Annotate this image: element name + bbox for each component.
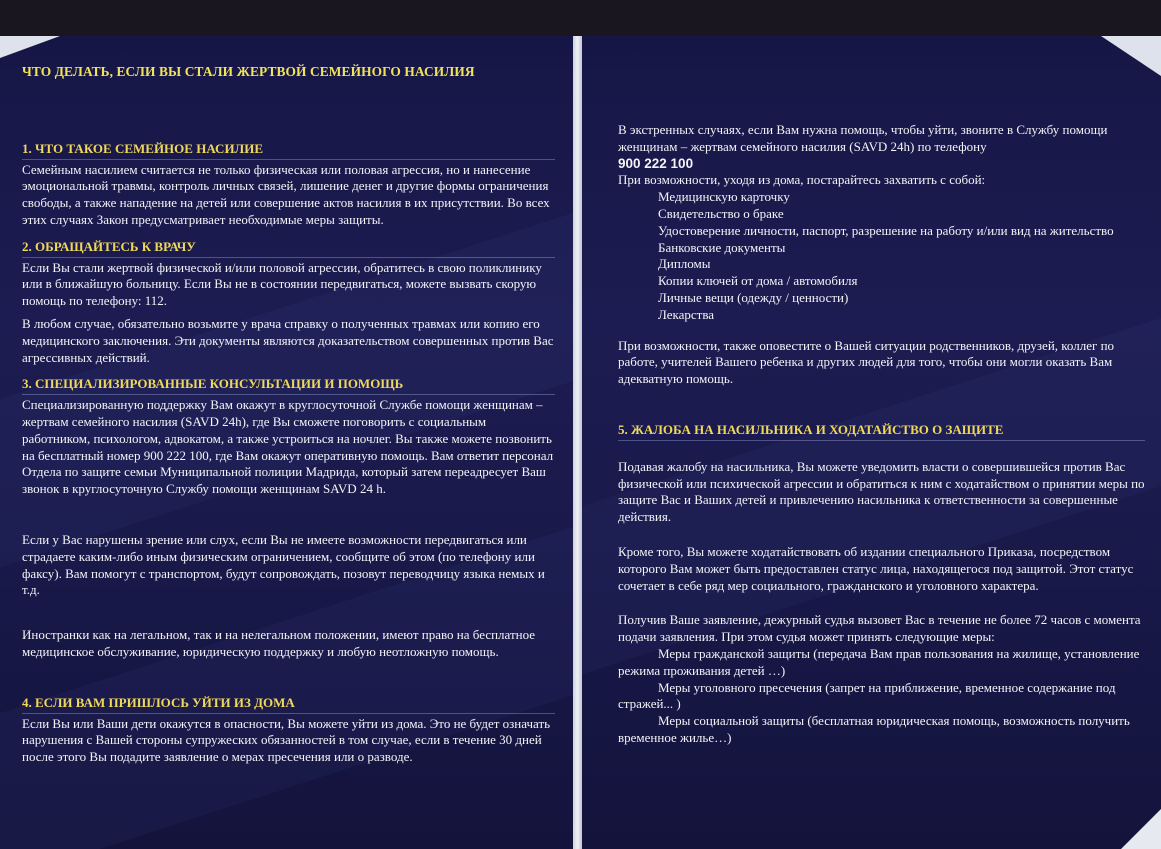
list-item: Свидетельство о браке [658, 205, 784, 221]
section-2-title: 2. ОБРАЩАЙТЕСЬ К ВРАЧУ [22, 239, 555, 258]
take-items-intro: При возможности, уходя из дома, постарайтесь захватить с собой: [618, 172, 986, 188]
section-4-paragraph: Если Вы или Ваши дети окажутся в опасности, Вы можете уйти из дома. Это не будет означать нарушения с Вашей стороны супружеских обязанностей в том случае, если в течение 30 дней после этого Вы подадите заявление о мерах пресечения или о разводе. [22, 715, 551, 765]
section-1-title: 1. ЧТО ТАКОЕ СЕМЕЙНОЕ НАСИЛИЕ [22, 141, 555, 160]
brochure-right-page [582, 36, 1161, 849]
inform-paragraph: При возможности, также оповестите о Вашей ситуации родственников, друзей, коллег по работе, учителей Вашего ребенка и других людей для того, чтобы они могли оказать Вам адекватную помощь. [618, 337, 1115, 387]
scan-top-edge [0, 0, 1161, 36]
section-4-title: 4. ЕСЛИ ВАМ ПРИШЛОСЬ УЙТИ ИЗ ДОМА [22, 695, 555, 714]
section-2-paragraph: Если Вы стали жертвой физической и/или половой агрессии, обратитесь в свою поликлинику или в ближайшую больницу. Если Вы не в состоянии передвигаться, можете вызвать скорую помощь по телефону: 112. [22, 259, 542, 309]
measure-item: Меры уголовного пресечения (запрет на приближение, временное содержание под стражей... ) [618, 679, 1116, 712]
main-title: ЧТО ДЕЛАТЬ, ЕСЛИ ВЫ СТАЛИ ЖЕРТВОЙ СЕМЕЙНОГО НАСИЛИЯ [22, 64, 475, 79]
list-item: Удостоверение личности, паспорт, разрешение на работу и/или вид на жительство [658, 222, 1114, 238]
brochure-spine [573, 36, 582, 849]
measure-item: Меры социальной защиты (бесплатная юридическая помощь, возможность получить временное жилье…) [618, 713, 1130, 745]
page-fold-corner [1121, 809, 1161, 849]
section-2-paragraph: В любом случае, обязательно возьмите у врача справку о полученных травмах или копию его медицинского заключения. Эти документы являются доказательством совершенных против Вас агрессивных действий. [22, 315, 554, 365]
section-5-paragraph: Подавая жалобу на насильника, Вы можете уведомить власти о совершившейся против Вас физической или психической агрессии и обратиться к ним с ходатайством о принятии меры по защите Вас и Ваших детей и привлечению насильника к ответственности за совершенные действия. [618, 458, 1145, 525]
list-item: Лекарства [658, 306, 715, 322]
section-3-paragraph: Иностранки как на легальном, так и на нелегальном положении, имеют право на бесплатное медицинское обслуживание, юридическую поддержку и любую неотложную помощь. [22, 627, 536, 659]
section-5-paragraph: Получив Ваше заявление, дежурный судья вызовет Вас в течение не более 72 часов с момента подачи заявления. При этом судья может принять следующие меры: [618, 612, 1141, 645]
section-1-paragraph: Семейным насилием считается не только физическая или половая агрессия, но и нанесение эмоциональной травмы, контроль личных связей, лишение денег и другие формы ограничения свободы, а также нападение на детей или совершение актов насилия в их присутствии. Во всех этих случаях Закон предусматривает необходимые меры защиты. [22, 161, 550, 227]
list-item: Копии ключей от дома / автомобиля [658, 273, 858, 289]
brochure-left-page [0, 36, 573, 849]
list-item: Банковские документы [658, 239, 786, 255]
section-3-paragraph: Специализированную поддержку Вам окажут в круглосуточной Службе помощи женщинам – жертвам семейного насилия (SAVD 24h), где Вы сможете поговорить с социальным работником, психологом, адвокатом, а также устроиться на ночлег. Вы также можете позвонить на бесплатный номер 900 222 100, где Вам окажут оперативную помощь. Вам ответит персонал Отдела по защите семьи Муниципальной полиции Мадрида, который затем переадресует Ваш звонок в круглосуточную Службу помощи женщинам SAVD 24 h. [22, 397, 554, 497]
page-fold-corner [1101, 36, 1161, 76]
helpline-phone: 900 222 100 [618, 155, 694, 171]
take-items-list [618, 189, 1145, 323]
section-5-paragraph: Кроме того, Вы можете ходатайствовать об издании специального Приказа, посредством которого Вам может быть предоставлен статус лица, находящегося под защитой. Этот статус сочетает в себе ряд мер социального, гражданского и уголовного характера. [618, 543, 1134, 593]
list-item: Личные вещи (одежду / ценности) [658, 289, 849, 305]
measure-item: Меры гражданской защиты (передача Вам прав пользования на жилище, установление режима проживания детей …) [618, 645, 1140, 678]
right-page-content [618, 122, 1145, 747]
page-fold-corner [0, 36, 60, 58]
emergency-text: В экстренных случаях, если Вам нужна помощь, чтобы уйти, звоните в Службу помощи женщинам – жертвам семейного насилия (SAVD 24h) по телефону [618, 122, 1108, 154]
section-3-paragraph: Если у Вас нарушены зрение или слух, если Вы не имеете возможности передвигаться или страдаете каким-либо иным физическим ограничением, сообщите об этом (по телефону или факсу). Вам помогут с транспортом, будут сопровождать, позовут переводчицу языка немых и т.д. [22, 531, 545, 598]
section-3-title: 3. СПЕЦИАЛИЗИРОВАННЫЕ КОНСУЛЬТАЦИИ И ПОМОЩЬ [22, 376, 555, 395]
list-item: Дипломы [658, 256, 711, 272]
left-page-content [22, 64, 555, 766]
section-5-title: 5. ЖАЛОБА НА НАСИЛЬНИКА И ХОДАТАЙСТВО О ЗАЩИТЕ [618, 422, 1145, 441]
list-item: Медицинскую карточку [658, 189, 790, 205]
